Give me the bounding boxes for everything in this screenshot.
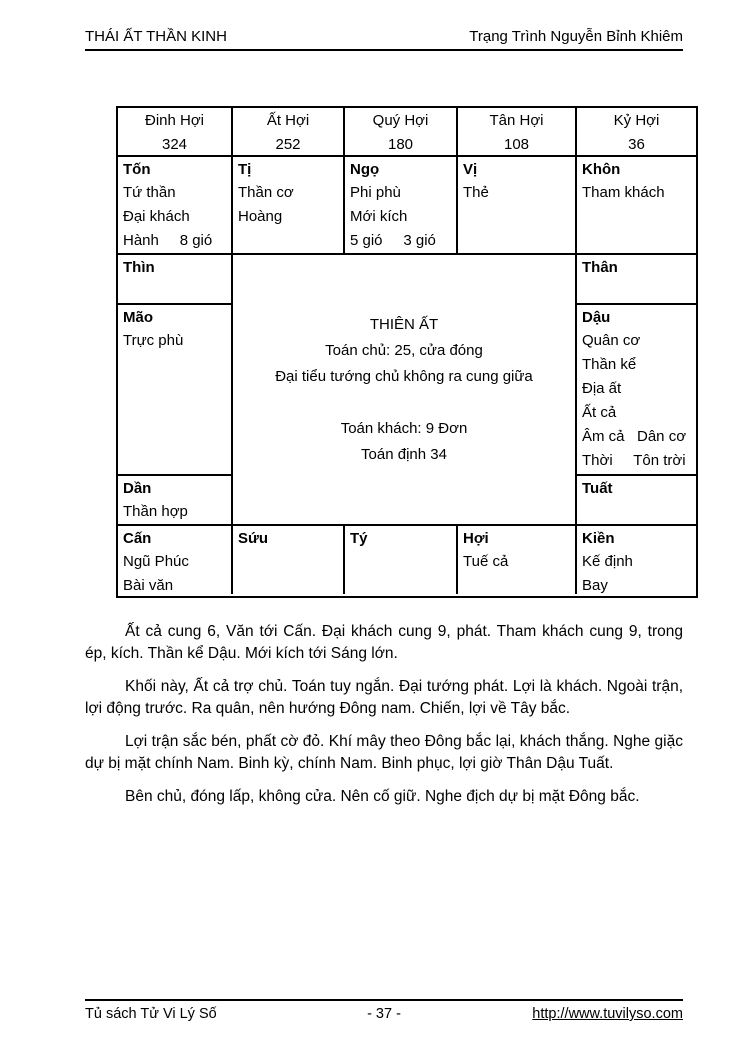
palace-label: Thân bbox=[582, 259, 618, 276]
year-name: Kỷ Hợi bbox=[613, 112, 660, 129]
palace-label: Tuất bbox=[582, 480, 613, 497]
palace-label: Dậu bbox=[582, 309, 611, 326]
palace-label: Thìn bbox=[123, 259, 155, 276]
paragraph: Khối này, Ất cả trợ chủ. Toán tuy ngắn. Đại tướng phát. Lợi là khách. Ngoài trận, lợi động trước. Ra quân, nên hướng Đông nam. Chiến, lợi về Tây bắc. bbox=[85, 678, 683, 717]
center-title: THIÊN ẤT bbox=[369, 315, 439, 333]
palace-line: Ngũ Phúc bbox=[123, 553, 189, 570]
year-name: Quý Hợi bbox=[372, 112, 429, 129]
page-footer bbox=[85, 1005, 683, 1023]
center-line: Đại tiểu tướng chủ không ra cung giữa bbox=[275, 367, 533, 385]
palace-line: 5 gió 3 gió bbox=[350, 232, 436, 249]
cell-ngo bbox=[345, 157, 458, 255]
palace-line: Quân cơ bbox=[582, 332, 641, 349]
paragraph: Bên chủ, đóng lấp, không cửa. Nên cố giữ. Nghe địch dự bị mặt Đông bắc. bbox=[125, 788, 640, 805]
cell-mao bbox=[118, 305, 233, 476]
cell-than bbox=[577, 255, 696, 305]
palace-line: Thần kể bbox=[582, 356, 637, 373]
center-cell-thien-at bbox=[233, 255, 577, 526]
year-cell-quy-hoi bbox=[345, 108, 458, 157]
palace-line: Tứ thần bbox=[123, 184, 176, 201]
page-number: - 37 - bbox=[367, 1006, 401, 1022]
cell-vi bbox=[458, 157, 577, 255]
cell-khon bbox=[577, 157, 696, 255]
year-value: 324 bbox=[161, 136, 188, 153]
cell-thin bbox=[118, 255, 233, 305]
year-value: 36 bbox=[628, 136, 645, 153]
palace-line: Phi phù bbox=[350, 184, 401, 201]
year-name: Tân Hợi bbox=[489, 112, 544, 129]
palace-label: Vị bbox=[463, 161, 478, 178]
palace-line: Hoàng bbox=[238, 208, 283, 225]
center-line: Toán khách: 9 Đơn bbox=[340, 419, 468, 437]
center-line: Toán chủ: 25, cửa đóng bbox=[325, 341, 483, 359]
author-name: Trạng Trình Nguyễn Bỉnh Khiêm bbox=[469, 28, 683, 45]
palace-line: Thần cơ bbox=[238, 184, 294, 201]
cell-tuat bbox=[577, 476, 696, 526]
year-name: Đinh Hợi bbox=[144, 112, 205, 129]
book-title: THÁI ẤT THẦN KINH bbox=[85, 28, 227, 45]
palace-label: Kiền bbox=[582, 530, 615, 547]
header-rule bbox=[85, 49, 683, 51]
year-cell-at-hoi bbox=[233, 108, 345, 157]
palace-label: Cấn bbox=[123, 530, 152, 547]
cell-suu bbox=[233, 526, 345, 594]
cell-dan bbox=[118, 476, 233, 526]
palace-line: Đại khách bbox=[123, 208, 190, 225]
palace-label: Tị bbox=[238, 161, 252, 178]
commentary bbox=[85, 621, 683, 820]
thien-at-chart bbox=[116, 106, 698, 598]
page-header bbox=[85, 28, 683, 46]
year-value: 252 bbox=[275, 136, 301, 153]
year-value: 108 bbox=[503, 136, 530, 153]
palace-label: Mão bbox=[123, 309, 153, 326]
palace-label: Dần bbox=[123, 480, 152, 497]
palace-label: Tý bbox=[350, 530, 368, 547]
palace-label: Hợi bbox=[463, 530, 489, 547]
palace-line: Thời Tôn trời bbox=[582, 452, 686, 469]
palace-line: Thần hợp bbox=[123, 503, 188, 520]
footer-series-title: Tủ sách Tử Vi Lý Số bbox=[85, 1006, 217, 1022]
year-cell-tan-hoi bbox=[458, 108, 577, 157]
cell-ty bbox=[345, 526, 458, 594]
cell-dau bbox=[577, 305, 696, 476]
cell-ti bbox=[233, 157, 345, 255]
cell-ton bbox=[118, 157, 233, 255]
year-cell-dinh-hoi bbox=[118, 108, 233, 157]
paragraph: Lợi trận sắc bén, phất cờ đỏ. Khí mây theo Đông bắc lại, khách thắng. Nghe giặc dự bị mặt chính Nam. Binh kỳ, chính Nam. Binh phục, lợi giờ Thân Dậu Tuất. bbox=[85, 733, 683, 772]
cell-can bbox=[118, 526, 233, 594]
website-link[interactable]: http://www.tuvilyso.com bbox=[532, 1006, 683, 1022]
palace-line: Âm cả Dân cơ bbox=[582, 428, 687, 445]
year-name: Ất Hợi bbox=[266, 112, 310, 129]
palace-label: Sứu bbox=[238, 530, 269, 547]
palace-line: Tham khách bbox=[582, 184, 665, 201]
palace-line: Ất cả bbox=[582, 404, 617, 421]
footer-rule bbox=[85, 999, 683, 1001]
palace-line: Mới kích bbox=[350, 208, 408, 225]
year-value: 180 bbox=[387, 136, 414, 153]
year-cell-ky-hoi bbox=[577, 108, 696, 157]
palace-line: Thẻ bbox=[463, 184, 489, 201]
palace-label: Ngọ bbox=[350, 161, 380, 178]
palace-line: Bay bbox=[582, 577, 608, 594]
cell-kien bbox=[577, 526, 696, 594]
palace-line: Trực phù bbox=[123, 332, 184, 349]
palace-label: Khôn bbox=[582, 161, 621, 178]
paragraph: Ất cả cung 6, Văn tới Cấn. Đại khách cung 9, phát. Tham khách cung 9, trong ép, kích. Thần kể Dậu. Mới kích tới Sáng lớn. bbox=[85, 623, 683, 662]
palace-line: Tuế cả bbox=[463, 553, 509, 570]
palace-line: Kế định bbox=[582, 553, 633, 570]
palace-line: Địa ất bbox=[582, 380, 622, 397]
cell-hoi bbox=[458, 526, 577, 594]
palace-line: Hành 8 gió bbox=[123, 232, 213, 249]
palace-label: Tốn bbox=[123, 161, 151, 178]
center-line: Toán định 34 bbox=[361, 445, 447, 463]
palace-line: Bài văn bbox=[123, 577, 174, 594]
